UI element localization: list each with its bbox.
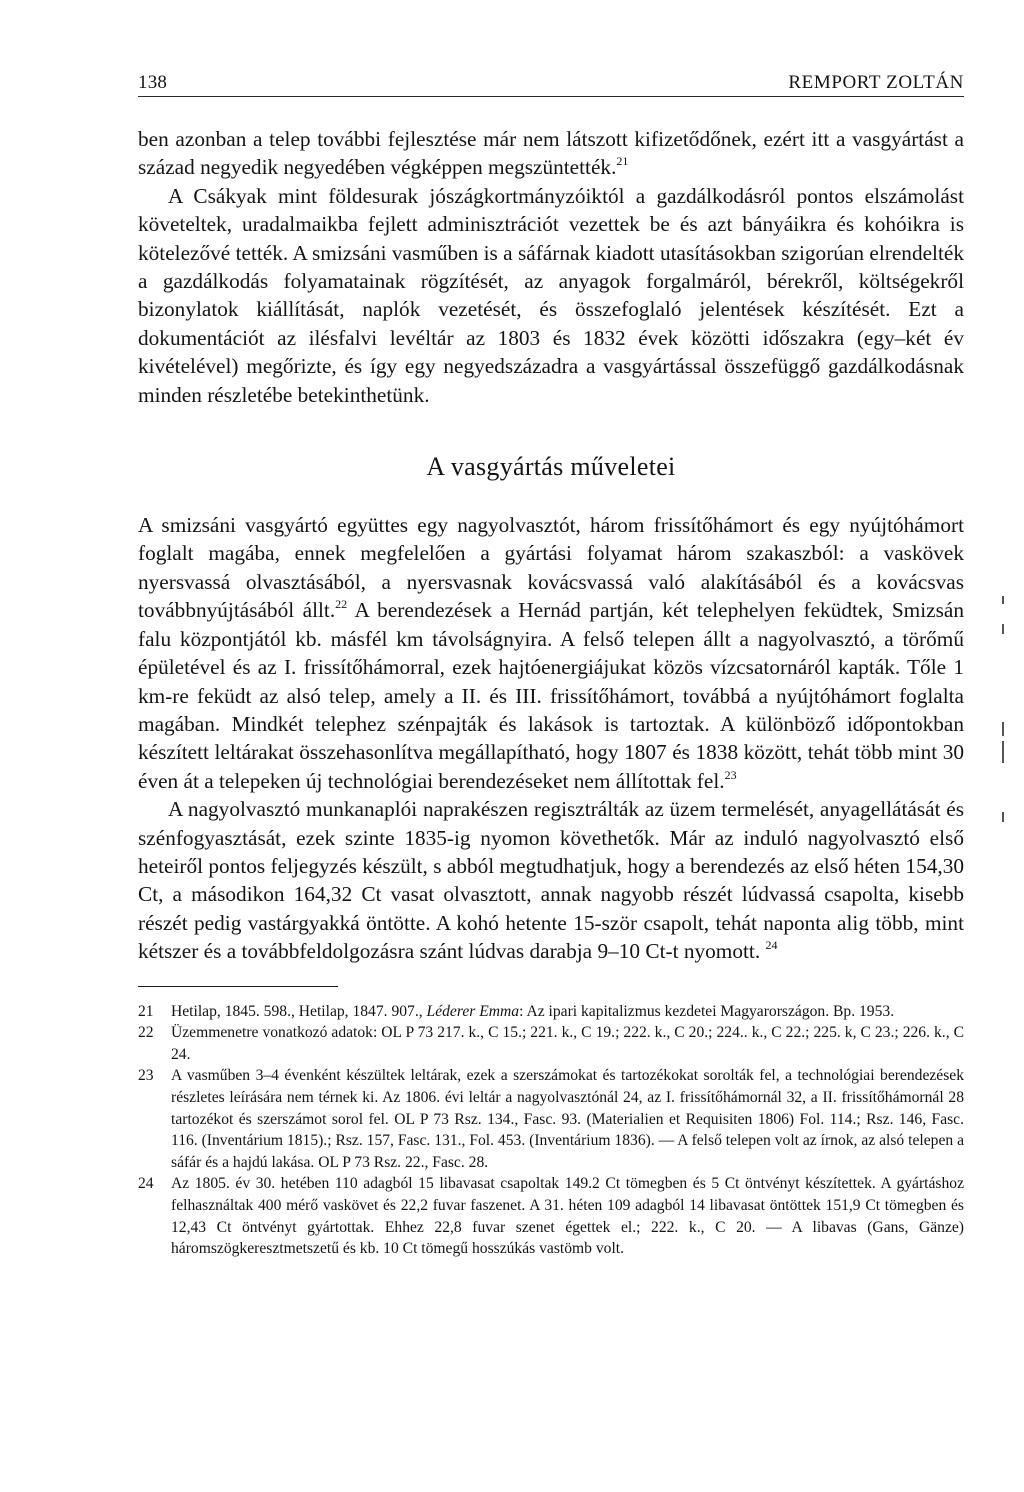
- book-page: [138, 64, 964, 1260]
- footnote: [138, 1022, 964, 1065]
- paragraph-continuation: ben azonban a telep további fejlesztése már nem látszott kifizetődőnek, ezért itt a vasgyártást a század negyedik negyedében végképpen megszüntették.$^{21}$: [138, 127, 964, 180]
- footnote-number: 21: [138, 1002, 154, 1020]
- body-text: [138, 125, 964, 966]
- footnote-text: A vasműben 3–4 évenként készültek leltárak, ezek a szerszámokat és tartozékokat sorolták fel, a technológiai berendezések részletes leírására nem térnek ki. Az 1806. évi leltár a nagyolvasztónál 24, az I. frissítőhámornál 32, a II. frissítőhámornál 28 tartozékot és szerszámot sorol fel. OL P 73 Rsz. 134., Fasc. 93. (Materialien et Requisiten 1806) Fol. 114.; Rsz. 146, Fasc. 116. (Inventárium 1815).; Rsz. 157, Fasc. 131., Fol. 453. (Inventárium 1836). — A felső telepen volt az írnok, az alsó telepen a sáfár és a hajdú lakása. OL P 73 Rsz. 22., Fasc. 28.: [171, 1067, 964, 1171]
- margin-mark: [1002, 596, 1004, 604]
- paragraph-blast-furnace: A nagyolvasztó munkanaplói naprakészen regisztrálták az üzem termelését, anyagellátását és szénfogyasztását, ezek szinte 1835-ig nyomon követhetők. Már az induló nagyolvasztó első heteiről pontos feljegyzés készült, s abból megtudhatjuk, hogy a berendezés az első héten 154,30 Ct, a másodikon 164,32 Ct vasat olvasztott, annak nagyobb részét lúdvassá csapolta, kisebb részét pedig vastárgyakká öntötte. A kohó hetente 15-ször csapolt, tehát naponta alig több, mint kétszer és a továbbfeldolgozásra szánt lúdvas darabja 9–10 Ct-t nyomott. $^{24}$: [138, 797, 964, 964]
- footnotes: [138, 1001, 964, 1260]
- margin-mark: [1002, 722, 1004, 736]
- margin-mark: [1002, 741, 1004, 763]
- footnote: [138, 1065, 964, 1173]
- footnote-number: 24: [138, 1175, 154, 1193]
- paragraph-administration: A Csákyak mint földesurak jószágkortmányzóiktól a gazdálkodásról pontos elszámolást követeltek, uradalmaikba fejlett adminisztrációt vezettek be és azt bányáikra és kohóikra is kötelezővé tették. A smizsáni vasműben is a sáfárnak kiadott utasításokban szigorúan elrendelték a gazdálkodás folyamatainak rögzítését, az anyagok forgalmáról, bérekről, költségekről bizonylatok kiállítását, naplók vezetését, és összefoglaló jelentések készítését. Ezt a dokumentációt az ilésfalvi levéltár az 1803 és 1832 évek közötti időszakra (egy–két év kivételével) megőrizte, és így egy negyedszázadra a vasgyártással összefüggő gazdálkodásnak minden részletébe betekinthetünk.: [138, 183, 964, 407]
- page-number: 138: [138, 72, 168, 93]
- footnote-number: 22: [138, 1024, 154, 1042]
- footnote-text: Hetilap, 1845. 598., Hetilap, 1847. 907., Léderer Emma: Az ipari kapitalizmus kezdetei Magyarországon. Bp. 1953.: [171, 1002, 895, 1020]
- footnote-ref-22[interactable]: 22: [335, 597, 348, 612]
- running-head: [138, 64, 964, 97]
- footnote-author: Léderer Emma: [426, 1002, 520, 1020]
- margin-mark: [1002, 812, 1004, 822]
- margin-mark: [1002, 624, 1004, 634]
- footnote-number: 23: [138, 1067, 154, 1085]
- footnote-ref-21[interactable]: 21: [616, 154, 629, 169]
- footnote: [138, 1001, 964, 1023]
- footnote: [138, 1173, 964, 1259]
- footnote-text: Üzemmenetre vonatkozó adatok: OL P 73 217. k., C 15.; 221. k., C 19.; 222. k., C 20.; 224.. k., C 22.; 225. k, C 23.; 226. k., C 24.: [171, 1024, 964, 1063]
- footnote-ref-24[interactable]: 24: [765, 938, 778, 953]
- footnote-text: Az 1805. év 30. hetében 110 adagból 15 libavasat csapoltak 149.2 Ct tömegben és 5 Ct öntvényt készítettek. A gyártáshoz felhasználtak 400 mérő vaskövet és 22,2 fuvar faszenet. A 31. héten 109 adagból 14 libavasat öntöttek 151,9 Ct tömegben és 12,43 Ct öntvényt gyártottak. Ehhez 22,8 fuvar szenet égettek el.; 222. k., C 20. — A libavas (Gans, Gänze) háromszögkeresztmetszetű és kb. 10 Ct tömegű hosszúkás vastömb volt.: [171, 1175, 964, 1258]
- footnote-separator: [138, 986, 338, 987]
- paragraph-iron-works: A smizsáni vasgyártó együttes egy nagyolvasztót, három frissítőhámort és egy nyújtóhámort foglalt magába, ennek megfelelően a gyártási folyamat három szakaszból: a vaskövek nyersvassá olvasztásából, a nyersvasnak kovácsvassá való alakításából és a kovácsvas továbbnyújtásából állt.$^{22}$ A berendezések a Hernád partján, két telephelyen feküdtek, Smizsán falu központjától kb. másfél km távolságnyira. A felső telepen állt a nagyolvasztó, a törőmű épületével és az I. frissítőhámorral, ezek hajtóenergiájukat közös vízcsatornáról kapták. Tőle 1 km-re feküdt az alsó telep, amely a II. és III. frissítőhámort, továbbá a nyújtóhámort foglalta magában. Mindkét telephez szénpajták és lakások is tartoztak. A különböző időpontokban készített leltárakat összehasonlítva megállapítható, hogy 1807 és 1838 között, tehát több mint 30 éven át a telepeken új technológiai berendezéseket nem állítottak fel.$^{23}$: [138, 513, 964, 793]
- footnote-ref-23[interactable]: 23: [724, 767, 737, 782]
- running-title: REMPORT ZOLTÁN: [788, 72, 964, 93]
- section-title: A vasgyártás műveletei: [426, 452, 676, 482]
